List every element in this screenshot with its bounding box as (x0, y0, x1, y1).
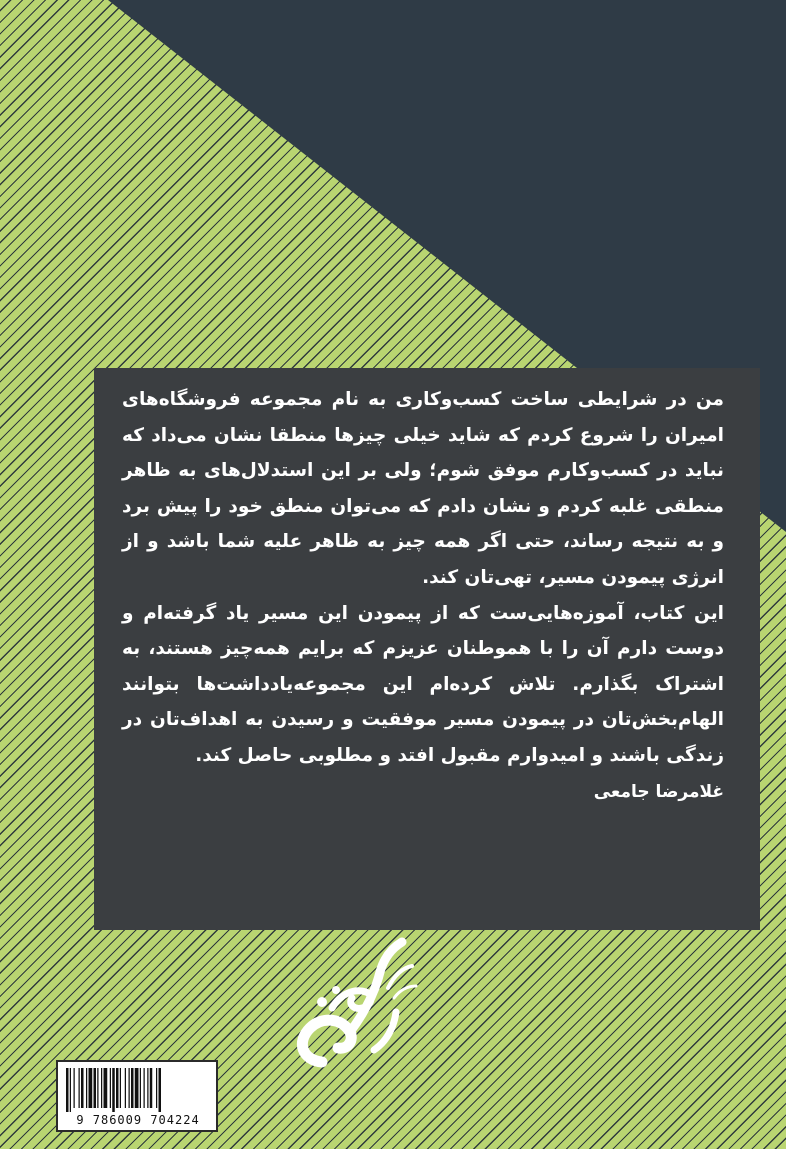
publisher-logo-icon (262, 932, 422, 1082)
isbn-barcode (56, 1060, 218, 1132)
description-paragraph-2: این کتاب، آموزه‌هایی‌ست که از پیمودن این مسیر یاد گرفته‌ام و دوست دارم آن را با هموطنان عزیزم که برایم همه‌چیز هستند، به اشتراک بگذارم. تلاش کرده‌ام این مجموعه‌یادداشت‌ها بتوانند الهام‌بخش‌تان در پیمودن مسیر موفقیت و رسیدن به اهداف‌تان در زندگی باشند و امیدوارم مقبول افتد و مطلوبی حاصل کند. (122, 602, 724, 766)
description-paragraph-1: من در شرایطی ساخت کسب‌وکاری به نام مجموعه فروشگاه‌های امیران را شروع کردم که شاید خیلی چیزها منطقا نشان می‌داد که نباید در کسب‌وکارم موفق شوم؛ ولی بر این استدلال‌های به ظاهر منطقی غلبه کردم و نشان دادم که می‌توان منطق خود را پیش برد و به نتیجه رساند، حتی اگر همه چیز به ظاهر علیه شما باشد و از انرژی پیمودن مسیر، تهی‌تان کند. (122, 389, 724, 588)
author-signature: غلامرضا جامعی (593, 781, 724, 802)
description-panel (94, 368, 760, 930)
barcode-bars-icon (66, 1068, 210, 1112)
isbn-number: 9 786009 704224 (76, 1113, 200, 1127)
